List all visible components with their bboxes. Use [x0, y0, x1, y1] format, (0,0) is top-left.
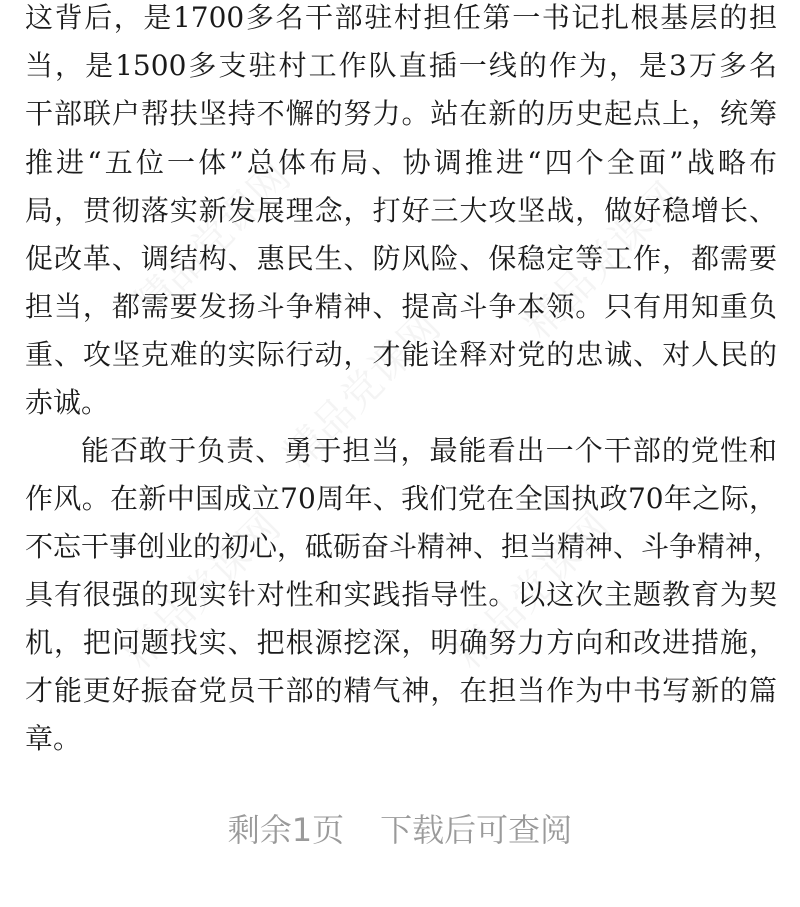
text-line: 当，是1500多支驻村工作队直插一线的作为，是3万多名: [25, 49, 777, 82]
text-line: 机，把问题找实、把根源挖深，明确努力方向和改进措施，: [25, 626, 777, 659]
text-line: 具有很强的现实针对性和实践指导性。以这次主题教育为契: [25, 578, 777, 611]
watermark-3: 精品党课网: [275, 304, 450, 478]
text-line: 章。: [25, 722, 82, 755]
watermark-2: 精品党课网: [515, 174, 690, 348]
watermark-4: 精品党课网: [115, 504, 290, 678]
text-line: 这背后，是1700多名干部驻村担任第一书记扎根基层的担: [25, 1, 777, 34]
download-hint-label: 下载后可查阅: [380, 811, 573, 849]
text-line: 能否敢于负责、勇于担当，最能看出一个干部的党性和: [81, 434, 777, 467]
watermark-5: 精品党课网: [445, 504, 620, 678]
text-line: 推进“五位一体”总体布局、协调推进“四个全面”战略布: [25, 146, 777, 179]
read-more-button[interactable]: [0, 806, 800, 854]
text-line: 才能更好振奋党员干部的精气神，在担当作为中书写新的篇: [25, 674, 777, 707]
text-line: 赤诚。: [25, 386, 110, 419]
text-line: 促改革、调结构、惠民生、防风险、保稳定等工作，都需要: [25, 242, 777, 275]
text-line: 重、攻坚克难的实际行动，才能诠释对党的忠诚、对人民的: [25, 338, 777, 371]
text-line: 局，贯彻落实新发展理念，打好三大攻坚战，做好稳增长、: [25, 194, 777, 227]
text-line: 担当，都需要发扬斗争精神、提高斗争本领。只有用知重负: [25, 290, 777, 323]
text-line: 作风。在新中国成立70周年、我们党在全国执政70年之际，: [25, 482, 777, 515]
watermark-1: 精品党课网: [125, 154, 300, 328]
remaining-pages-label: 剩余1页: [227, 811, 345, 849]
text-line: 不忘干事创业的初心，砥砺奋斗精神、担当精神、斗争精神，: [25, 530, 782, 563]
text-line: 干部联户帮扶坚持不懈的努力。站在新的历史起点上，统筹: [25, 97, 777, 130]
